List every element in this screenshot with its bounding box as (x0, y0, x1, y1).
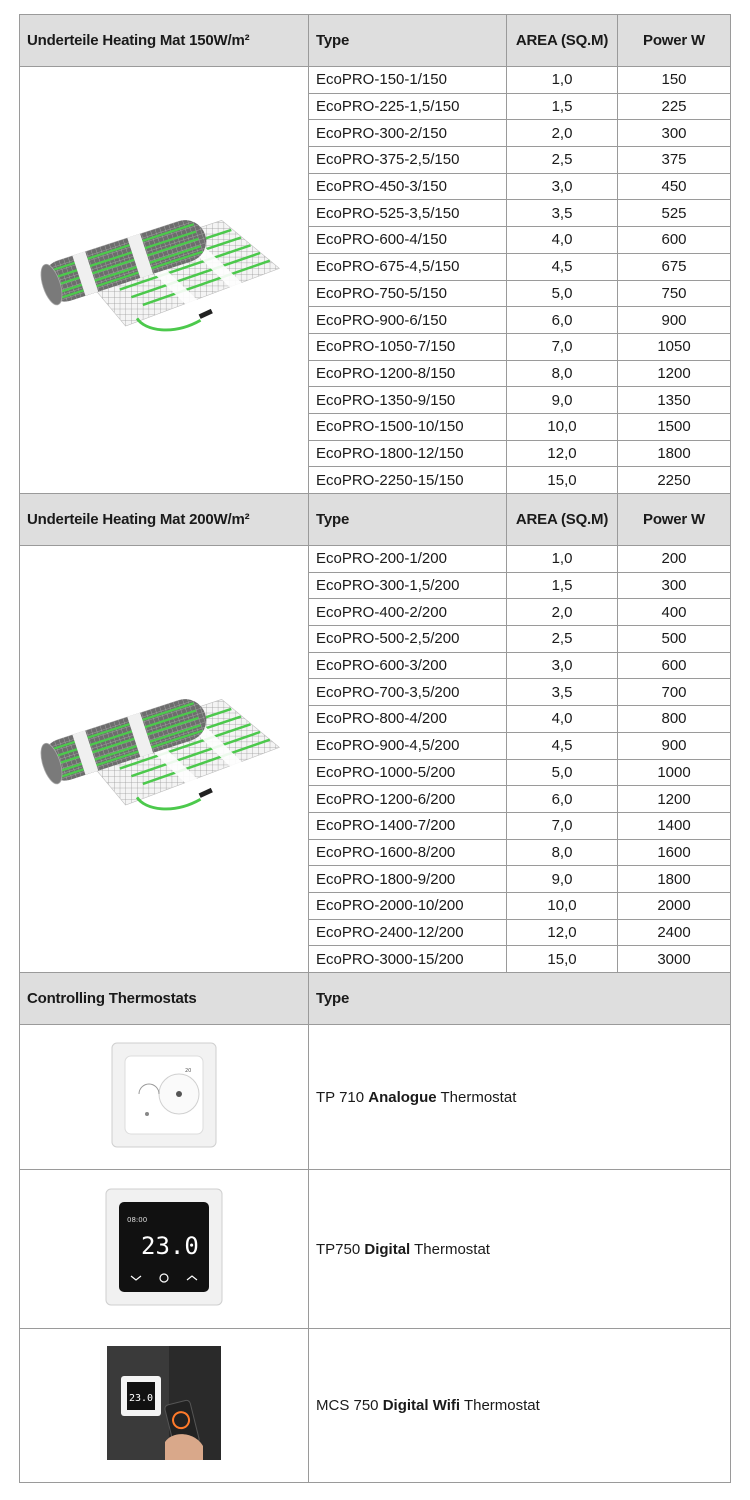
area-cell: 2,5 (507, 147, 618, 174)
area-cell: 5,0 (507, 280, 618, 307)
area-cell: 7,0 (507, 812, 618, 839)
thermostat-row (20, 1329, 731, 1483)
power-cell: 600 (618, 227, 731, 254)
area-cell: 15,0 (507, 467, 618, 494)
type-cell: EcoPRO-1800-9/200 (309, 866, 507, 893)
thermostat-image-cell (20, 1025, 309, 1170)
type-cell: EcoPRO-1400-7/200 (309, 812, 507, 839)
header-row-mat200 (20, 494, 731, 546)
header-type: Type (309, 494, 507, 546)
type-cell: EcoPRO-525-3,5/150 (309, 200, 507, 227)
area-cell: 3,0 (507, 652, 618, 679)
power-cell: 1800 (618, 866, 731, 893)
area-cell: 10,0 (507, 892, 618, 919)
power-cell: 2400 (618, 919, 731, 946)
area-cell: 3,5 (507, 679, 618, 706)
type-cell: EcoPRO-2400-12/200 (309, 919, 507, 946)
thermostat-name (309, 1170, 731, 1329)
area-cell: 4,0 (507, 706, 618, 733)
area-cell: 6,0 (507, 307, 618, 334)
header-product: Underteile Heating Mat 150W/m² (20, 15, 309, 67)
thermostat-row (20, 1025, 731, 1170)
power-cell: 375 (618, 147, 731, 174)
power-cell: 1350 (618, 387, 731, 414)
type-cell: EcoPRO-675-4,5/150 (309, 253, 507, 280)
product-table (19, 14, 731, 1483)
type-cell: EcoPRO-200-1/200 (309, 546, 507, 573)
area-cell: 3,5 (507, 200, 618, 227)
type-cell: EcoPRO-1000-5/200 (309, 759, 507, 786)
power-cell: 500 (618, 626, 731, 653)
header-product: Underteile Heating Mat 200W/m² (20, 494, 309, 546)
header-row-thermostats (20, 973, 731, 1025)
header-power: Power W (618, 15, 731, 67)
header-type: Type (309, 973, 731, 1025)
type-cell: EcoPRO-600-3/200 (309, 652, 507, 679)
type-cell: EcoPRO-1050-7/150 (309, 333, 507, 360)
area-cell: 5,0 (507, 759, 618, 786)
mat-image-cell (20, 546, 309, 973)
type-cell: EcoPRO-800-4/200 (309, 706, 507, 733)
power-cell: 300 (618, 120, 731, 147)
header-row-mat150 (20, 15, 731, 67)
type-cell: EcoPRO-375-2,5/150 (309, 147, 507, 174)
area-cell: 3,0 (507, 173, 618, 200)
type-cell: EcoPRO-300-2/150 (309, 120, 507, 147)
power-cell: 675 (618, 253, 731, 280)
digital-thermostat-image (20, 1188, 308, 1311)
thermostat-row (20, 1170, 731, 1329)
type-cell: EcoPRO-225-1,5/150 (309, 93, 507, 120)
area-cell: 2,5 (507, 626, 618, 653)
power-cell: 1500 (618, 413, 731, 440)
type-cell: EcoPRO-750-5/150 (309, 280, 507, 307)
thermostat-image-cell (20, 1170, 309, 1329)
mat-image-cell (20, 67, 309, 494)
area-cell: 12,0 (507, 440, 618, 467)
model-prefix: TP750 (316, 1240, 365, 1258)
area-cell: 7,0 (507, 333, 618, 360)
area-cell: 8,0 (507, 360, 618, 387)
power-cell: 1050 (618, 333, 731, 360)
area-cell: 12,0 (507, 919, 618, 946)
type-cell: EcoPRO-900-6/150 (309, 307, 507, 334)
thermostat-image-cell (20, 1329, 309, 1483)
area-cell: 2,0 (507, 120, 618, 147)
area-cell: 4,5 (507, 732, 618, 759)
area-cell: 2,0 (507, 599, 618, 626)
model-kind: Digital (364, 1240, 411, 1258)
model-prefix: MCS 750 (316, 1397, 383, 1414)
power-cell: 1600 (618, 839, 731, 866)
header-area: AREA (SQ.M) (507, 15, 618, 67)
header-area: AREA (SQ.M) (507, 494, 618, 546)
area-cell: 4,0 (507, 227, 618, 254)
area-cell: 9,0 (507, 387, 618, 414)
thermostat-name (309, 1025, 731, 1170)
model-suffix: Thermostat (460, 1397, 540, 1414)
type-cell: EcoPRO-1350-9/150 (309, 387, 507, 414)
power-cell: 225 (618, 93, 731, 120)
type-cell: EcoPRO-400-2/200 (309, 599, 507, 626)
thermostat-display-reading: 23.0 (129, 1393, 154, 1404)
area-cell: 1,0 (507, 67, 618, 94)
power-cell: 600 (618, 652, 731, 679)
area-cell: 15,0 (507, 946, 618, 973)
table-row (20, 546, 731, 573)
power-cell: 750 (618, 280, 731, 307)
model-suffix: Thermostat (410, 1240, 490, 1258)
power-cell: 400 (618, 599, 731, 626)
type-cell: EcoPRO-500-2,5/200 (309, 626, 507, 653)
type-cell: EcoPRO-2250-15/150 (309, 467, 507, 494)
power-cell: 1400 (618, 812, 731, 839)
model-prefix: TP 710 (316, 1088, 369, 1106)
type-cell: EcoPRO-450-3/150 (309, 173, 507, 200)
power-cell: 700 (618, 679, 731, 706)
thermostat-display-reading: 23.0 (141, 1231, 199, 1260)
svg-text:20: 20 (185, 1067, 192, 1074)
power-cell: 450 (618, 173, 731, 200)
header-power: Power W (618, 494, 731, 546)
type-cell: EcoPRO-2000-10/200 (309, 892, 507, 919)
power-cell: 2250 (618, 467, 731, 494)
type-cell: EcoPRO-700-3,5/200 (309, 679, 507, 706)
heating-mat-image (20, 203, 308, 357)
power-cell: 525 (618, 200, 731, 227)
area-cell: 1,5 (507, 572, 618, 599)
power-cell: 900 (618, 307, 731, 334)
power-cell: 900 (618, 732, 731, 759)
power-cell: 800 (618, 706, 731, 733)
type-cell: EcoPRO-600-4/150 (309, 227, 507, 254)
power-cell: 150 (618, 67, 731, 94)
heating-mat-image (20, 682, 308, 836)
type-cell: EcoPRO-1200-6/200 (309, 786, 507, 813)
type-cell: EcoPRO-1600-8/200 (309, 839, 507, 866)
area-cell: 1,5 (507, 93, 618, 120)
power-cell: 1200 (618, 786, 731, 813)
header-product: Controlling Thermostats (20, 973, 309, 1025)
model-suffix: Thermostat (436, 1088, 517, 1106)
svg-text:08:00: 08:00 (127, 1215, 148, 1224)
analogue-thermostat-image (20, 1042, 308, 1153)
area-cell: 6,0 (507, 786, 618, 813)
power-cell: 3000 (618, 946, 731, 973)
table-row (20, 67, 731, 94)
area-cell: 10,0 (507, 413, 618, 440)
type-cell: EcoPRO-1500-10/150 (309, 413, 507, 440)
power-cell: 200 (618, 546, 731, 573)
power-cell: 2000 (618, 892, 731, 919)
power-cell: 1800 (618, 440, 731, 467)
area-cell: 9,0 (507, 866, 618, 893)
model-kind: Digital Wifi (382, 1397, 461, 1414)
area-cell: 1,0 (507, 546, 618, 573)
type-cell: EcoPRO-1800-12/150 (309, 440, 507, 467)
type-cell: EcoPRO-3000-15/200 (309, 946, 507, 973)
model-kind: Analogue (368, 1088, 437, 1106)
power-cell: 1000 (618, 759, 731, 786)
type-cell: EcoPRO-900-4,5/200 (309, 732, 507, 759)
wifi-thermostat-image (20, 1346, 308, 1465)
thermostat-name (309, 1329, 731, 1483)
area-cell: 8,0 (507, 839, 618, 866)
type-cell: EcoPRO-300-1,5/200 (309, 572, 507, 599)
type-cell: EcoPRO-1200-8/150 (309, 360, 507, 387)
type-cell: EcoPRO-150-1/150 (309, 67, 507, 94)
header-type: Type (309, 15, 507, 67)
area-cell: 4,5 (507, 253, 618, 280)
power-cell: 1200 (618, 360, 731, 387)
power-cell: 300 (618, 572, 731, 599)
